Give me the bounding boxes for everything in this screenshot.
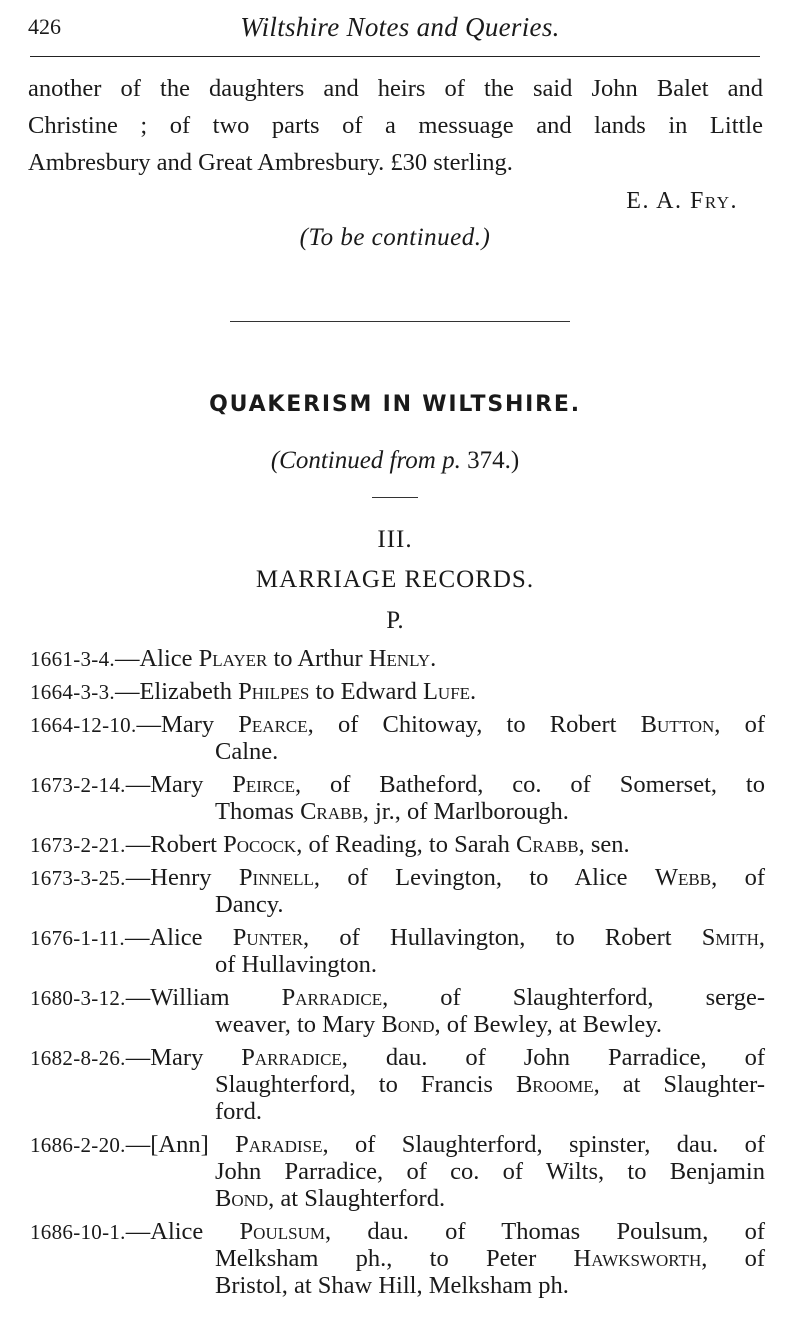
record-text: —Mary [136,711,239,738]
section-divider [230,321,570,322]
record-date: 1676-1-11. [30,926,125,950]
marriage-record [30,984,765,1038]
surname: Lufe. [422,678,477,705]
marriage-record [30,1131,765,1212]
surname: Bond, [381,1011,441,1038]
record-text: weaver, to Mary [215,1011,382,1038]
marriage-record [30,645,765,672]
continued-from-page: 374.) [467,447,520,474]
surname: Player [198,645,268,672]
record-line [30,864,765,891]
header-rule [30,56,760,57]
record-text: —Henry [125,864,239,891]
paragraph-line: another of the daughters and heirs of the said John Balet and [28,75,763,102]
record-text: —[Ann] [125,1131,236,1158]
surname: Henly. [368,645,437,672]
record-text: of Batheford, co. of Somerset, to [301,771,765,798]
surname: Pearce, [238,711,314,738]
record-text: of Slaughterford, spinster, dau. of [328,1131,766,1158]
record-line [30,1044,765,1071]
record-text: —William [125,984,282,1011]
record-text: to Arthur [267,645,369,672]
surname: Parradice, [241,1044,348,1071]
surname: Webb, [654,864,718,891]
surname: Crabb, [300,798,369,825]
surname: Hawksworth, [573,1245,708,1272]
record-text: Bristol, at Shaw Hill, Melksham ph. [215,1272,569,1299]
record-text: —Elizabeth [114,678,239,705]
record-line [30,1218,765,1245]
record-text: —Alice [125,1218,240,1245]
running-head [0,12,800,44]
record-line [30,891,765,918]
record-line [30,924,765,951]
record-line [30,1071,765,1098]
record-text: John Parradice, of co. of Wilts, to Benjamin [215,1158,765,1185]
record-text: —Alice [114,645,199,672]
running-title: Wiltshire Notes and Queries. [240,12,560,42]
record-line [30,831,765,858]
surname: Crabb, [515,831,585,858]
marriage-record [30,711,765,765]
marriage-record [30,771,765,825]
record-line [30,738,765,765]
record-line [30,951,765,978]
record-text: of [707,1245,765,1272]
record-line [30,1185,765,1212]
record-line [30,1245,765,1272]
record-text: of Chitoway, to Robert [313,711,641,738]
surname: Smith, [701,924,765,951]
record-date: 1686-10-1. [30,1220,126,1244]
surname: Broome, [515,1071,600,1098]
record-line [30,711,765,738]
record-text: of Levington, to Alice [319,864,655,891]
surname: Peirce, [232,771,302,798]
article-title: QUAKERISM IN WILTSHIRE. [209,392,581,417]
record-text: to Edward [309,678,423,705]
marriage-record [30,1044,765,1125]
signature-initials: E. A. [626,188,683,214]
signature-surname: Fry. [689,188,738,214]
record-text: of Reading, to Sarah [302,831,516,858]
record-line [30,1272,765,1299]
surname: Bond, [215,1185,275,1212]
record-date: 1680-3-12. [30,986,126,1010]
surname: Poulsum, [239,1218,332,1245]
section-number: III. [377,526,413,553]
record-date: 1661-3-4. [30,647,115,671]
record-line [30,984,765,1011]
surname: Punter, [232,924,310,951]
page-number: 426 [28,14,61,39]
record-text: of Bewley, at Bewley. [440,1011,663,1038]
record-text: of [720,711,765,738]
previous-article-paragraph [28,70,763,181]
surname: Philpes [238,678,310,705]
record-text: jr., of Marlborough. [368,798,569,825]
marriage-record [30,864,765,918]
surname: Paradise, [235,1131,329,1158]
record-date: 1682-8-26. [30,1046,126,1070]
record-date: 1673-3-25. [30,866,126,890]
record-text: of Hullavington. [215,951,377,978]
marriage-record [30,678,765,705]
surname: Parradice, [281,984,389,1011]
record-line [30,645,765,672]
continued-from-note [0,447,790,475]
record-date: 1664-3-3. [30,680,115,704]
record-text: Dancy. [215,891,284,918]
record-line [30,1098,765,1125]
record-line [30,1011,765,1038]
record-text: of [717,864,765,891]
record-date: 1664-12-10. [30,713,137,737]
surname: Pocock, [223,831,303,858]
record-text: Calne. [215,738,279,765]
short-divider [372,497,418,498]
record-text: —Mary [125,771,233,798]
record-text: of Slaughterford, serge- [388,984,765,1011]
record-text: —Mary [125,1044,242,1071]
record-text: sen. [584,831,630,858]
marriage-record [30,831,765,858]
record-line [30,771,765,798]
record-text: Melksham ph., to Peter [215,1245,574,1272]
record-text: dau. of Thomas Poulsum, of [331,1218,765,1245]
record-text: at Slaughterford. [274,1185,446,1212]
record-line [30,798,765,825]
record-text: dau. of John Parradice, of [347,1044,765,1071]
record-text: at Slaughter- [599,1071,765,1098]
record-date: 1673-2-14. [30,773,126,797]
record-text: of Hullavington, to Robert [309,924,702,951]
letter-heading: P. [386,607,404,634]
record-line [30,678,765,705]
record-line [30,1158,765,1185]
record-line [30,1131,765,1158]
surname: Button, [640,711,721,738]
record-text: Slaughterford, to Francis [215,1071,516,1098]
author-signature [626,188,738,215]
section-heading: MARRIAGE RECORDS. [255,566,535,593]
record-text: —Robert [125,831,224,858]
paragraph-line: Ambresbury and Great Ambresbury. £30 sterling. [28,149,513,176]
marriage-record [30,1218,765,1299]
record-text: —Alice [124,924,233,951]
surname: Pinnell, [238,864,320,891]
marriage-records-list [30,645,765,1305]
continued-from-text: (Continued from p. [270,447,461,474]
record-text: Thomas [215,798,301,825]
record-text: ford. [215,1098,262,1125]
marriage-record [30,924,765,978]
paragraph-line: Christine ; of two parts of a messuage and lands in Little [28,112,763,139]
to-be-continued-note: (To be continued.) [299,224,491,251]
record-date: 1673-2-21. [30,833,126,857]
record-date: 1686-2-20. [30,1133,126,1157]
